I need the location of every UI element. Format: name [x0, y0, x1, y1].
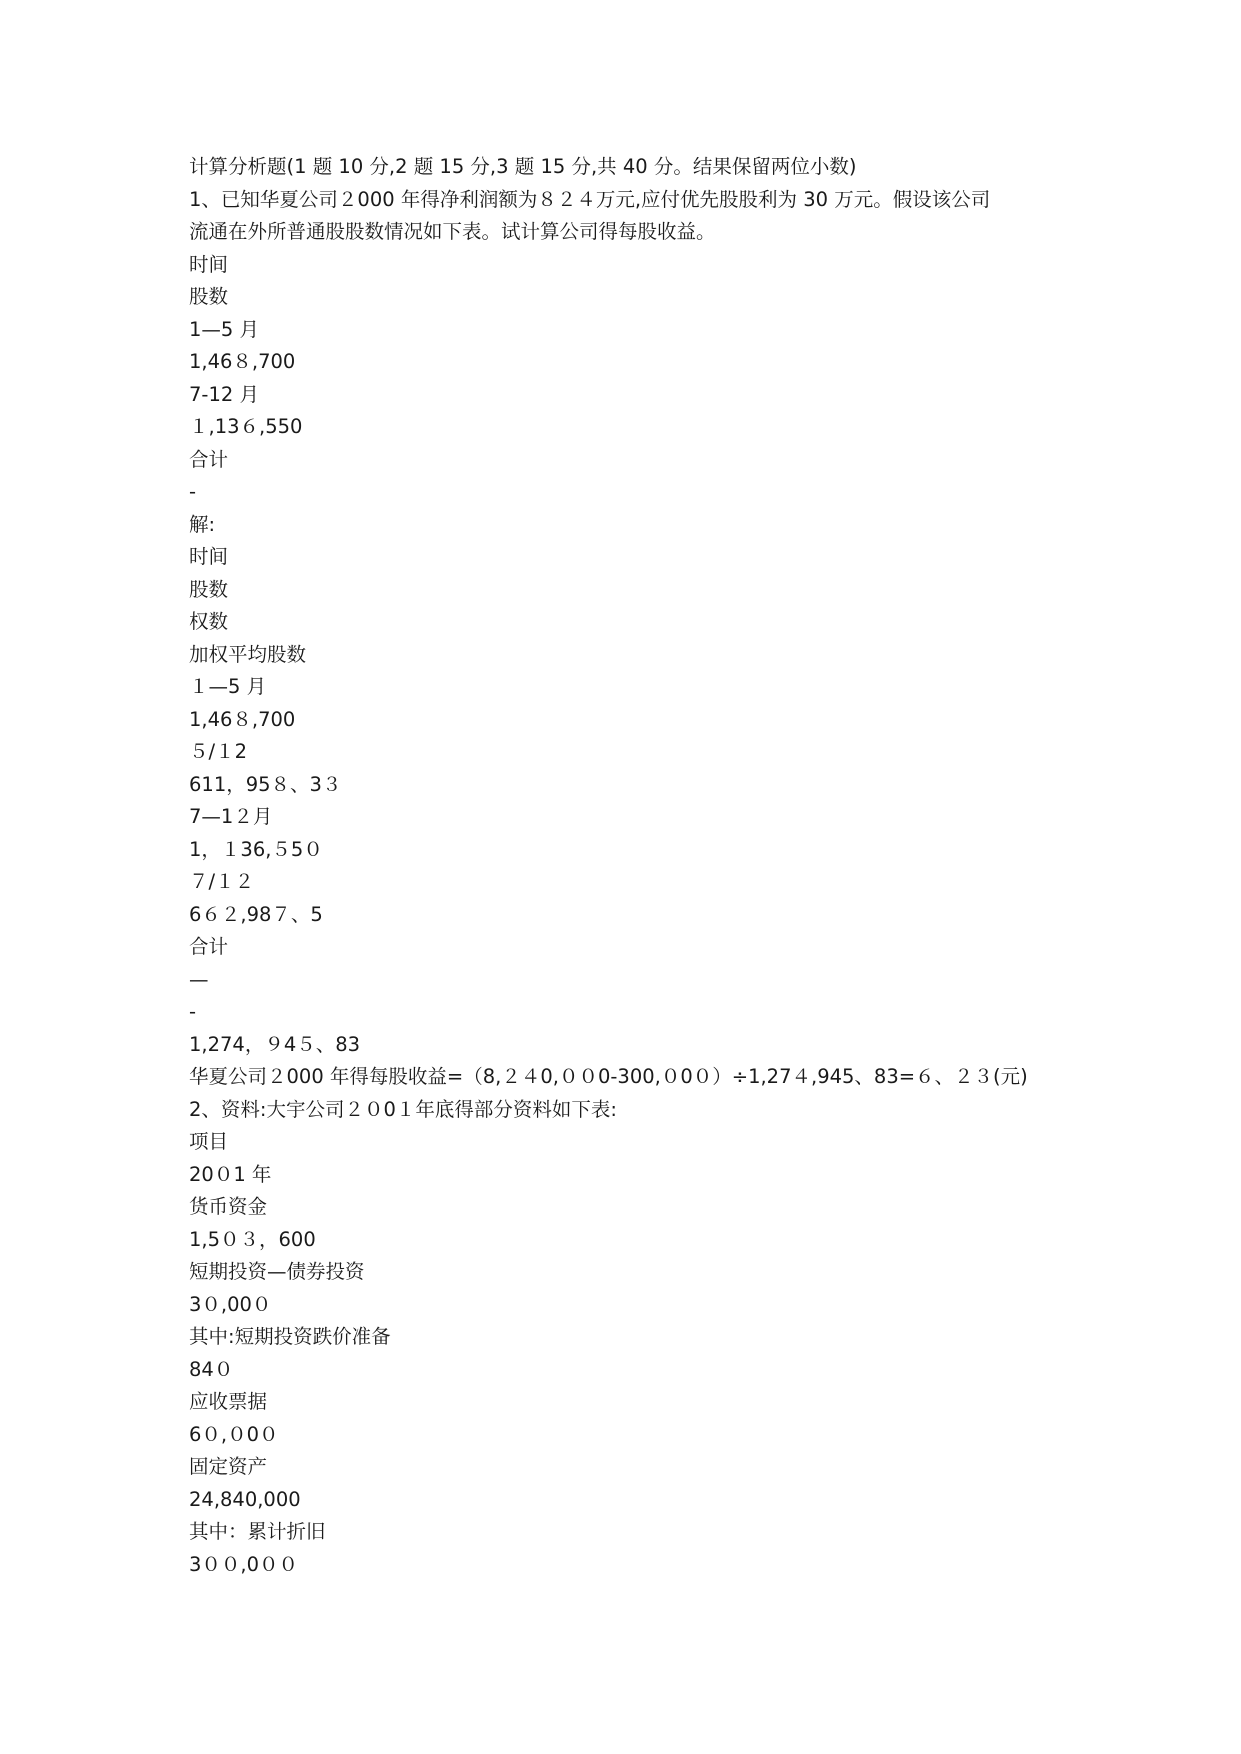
- table-cell: 固定资产: [189, 1455, 268, 1478]
- table-cell: —: [189, 967, 209, 991]
- table-cell: 7—1２月: [189, 805, 273, 828]
- table-cell: １—5 月: [189, 675, 267, 698]
- question-1-text: 1、已知华夏公司２000 年得净利润额为８２４万元,应付优先股股利为 30 万元。假设该公司: [189, 187, 991, 211]
- answer-1-result: 华夏公司２000 年得每股收益=（8,２４0,００0-300,０0０）÷1,27４,945、83=６、２３(元): [189, 1065, 1028, 1088]
- table-cell: 合计: [189, 447, 229, 471]
- table-cell: -: [189, 480, 197, 503]
- table-cell: 1,274，９4５、83: [189, 1032, 361, 1056]
- table-header-shares: 股数: [189, 577, 229, 601]
- table-cell: 3００,0００: [189, 1552, 299, 1576]
- table-header-weight: 权数: [189, 610, 229, 633]
- table-cell: 1，１36,５5０: [189, 837, 323, 861]
- document-body: [189, 151, 1069, 1581]
- table-cell: 7-12 月: [189, 382, 259, 406]
- table-header-shares: 股数: [189, 285, 229, 308]
- table-cell: ５/１2: [189, 740, 247, 763]
- table-cell: 其中:短期投资跌价准备: [189, 1325, 391, 1348]
- table-header-time: 时间: [189, 252, 229, 276]
- table-header-year: 20０1 年: [189, 1162, 272, 1186]
- table-cell: 6６２,98７、5: [189, 902, 323, 926]
- table-cell: ７/１２: [189, 870, 255, 893]
- question-1-text-cont: 流通在外所普通股股数情况如下表。试计算公司得每股收益。: [189, 220, 716, 243]
- question-2-text: 2、资料:大宇公司２０0１年底得部分资料如下表:: [189, 1097, 617, 1121]
- solution-label: 解:: [189, 512, 216, 536]
- table-cell: 611，95８、3３: [189, 772, 342, 796]
- table-header-weighted-avg: 加权平均股数: [189, 642, 307, 666]
- table-cell: 1—5 月: [189, 317, 260, 341]
- table-cell: 短期投资—债券投资: [189, 1260, 365, 1283]
- table-cell: 1,5０３，600: [189, 1227, 316, 1251]
- table-cell: １,13６,550: [189, 415, 303, 438]
- table-header-time: 时间: [189, 545, 229, 568]
- section-heading: 计算分析题(1 题 10 分,2 题 15 分,3 题 15 分,共 40 分。结果保留两位小数): [189, 155, 857, 178]
- table-cell: 货币资金: [189, 1195, 268, 1218]
- table-cell: -: [189, 1000, 197, 1023]
- table-cell: 24,840,000: [189, 1487, 301, 1511]
- table-cell: 1,46８,700: [189, 707, 296, 731]
- table-header-item: 项目: [189, 1130, 229, 1153]
- table-cell: 3０,00０: [189, 1292, 272, 1316]
- table-cell: 合计: [189, 935, 229, 958]
- table-cell: 应收票据: [189, 1390, 268, 1413]
- table-cell: 1,46８,700: [189, 350, 296, 373]
- table-cell: 84０: [189, 1357, 234, 1381]
- table-cell: 其中：累计折旧: [189, 1520, 326, 1543]
- table-cell: 6０,０0０: [189, 1422, 279, 1446]
